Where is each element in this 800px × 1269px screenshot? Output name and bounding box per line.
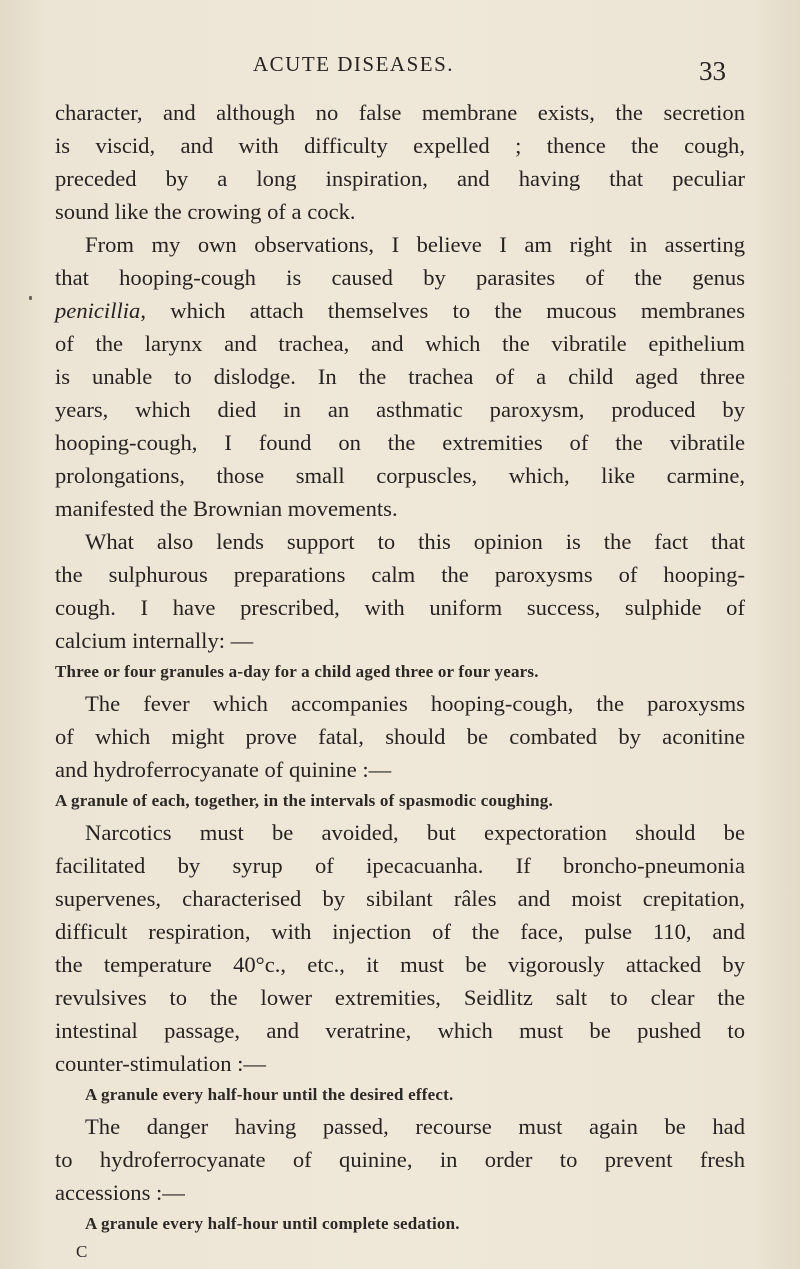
text-line: facilitated by syrup of ipecacuanha. If broncho-pneumonia bbox=[55, 853, 745, 878]
text-line: sound like the crowing of a cock. bbox=[55, 199, 356, 224]
text-line: cough. I have prescribed, with uniform success, sulphide of bbox=[55, 595, 745, 620]
text-line: accessions :— bbox=[55, 1180, 185, 1205]
text-line: to hydroferrocyanate of quinine, in order to prevent fresh bbox=[55, 1147, 745, 1172]
body-text bbox=[55, 96, 745, 1265]
paragraph-start: Narcotics must be avoided, but expectoration should be bbox=[85, 820, 745, 845]
prescription-line: A granule of each, together, in the intervals of spasmodic coughing. bbox=[55, 791, 553, 810]
paragraph-start: What also lends support to this opinion is the fact that bbox=[85, 529, 745, 554]
paragraph-start: From my own observations, I believe I am right in asserting bbox=[85, 232, 745, 257]
signature-mark: C bbox=[76, 1242, 88, 1261]
text-line: is unable to dislodge. In the trachea of a child aged three bbox=[55, 364, 745, 389]
prescription-line: A granule every half-hour until complete sedation. bbox=[85, 1214, 460, 1233]
text-line: supervenes, characterised by sibilant râles and moist crepitation, bbox=[55, 886, 745, 911]
page-header bbox=[0, 52, 800, 86]
text-line: revulsives to the lower extremities, Seidlitz salt to clear the bbox=[55, 985, 745, 1010]
text-line: prolongations, those small corpuscles, which, like carmine, bbox=[55, 463, 745, 488]
text-line: preceded by a long inspiration, and having that peculiar bbox=[55, 166, 745, 191]
paragraph-start: The danger having passed, recourse must again be had bbox=[85, 1114, 745, 1139]
italic-genus-term: penicillia bbox=[55, 298, 141, 323]
margin-mark bbox=[29, 296, 32, 300]
text-line: years, which died in an asthmatic paroxysm, produced by bbox=[55, 397, 745, 422]
text-line: that hooping-cough is caused by parasites of the genus bbox=[55, 265, 745, 290]
page-number: 33 bbox=[699, 56, 726, 86]
running-head: ACUTE DISEASES. bbox=[253, 52, 455, 76]
text-line: difficult respiration, with injection of the face, pulse 110, and bbox=[55, 919, 745, 944]
text-line: the sulphurous preparations calm the paroxysms of hooping- bbox=[55, 562, 745, 587]
text-line: of the larynx and trachea, and which the vibratile epithelium bbox=[55, 331, 745, 356]
text-line: the temperature 40°c., etc., it must be vigorously attacked by bbox=[55, 952, 745, 977]
prescription-line: Three or four granules a-day for a child aged three or four years. bbox=[55, 662, 539, 681]
text-line: and hydroferrocyanate of quinine :— bbox=[55, 757, 392, 782]
text-line: character, and although no false membrane exists, the secretion bbox=[55, 100, 745, 125]
text-line: calcium internally: — bbox=[55, 628, 254, 653]
text-line: counter-stimulation :— bbox=[55, 1051, 267, 1076]
text-line: intestinal passage, and veratrine, which must be pushed to bbox=[55, 1018, 745, 1043]
paragraph-start: The fever which accompanies hooping-cough, the paroxysms bbox=[85, 691, 745, 716]
prescription-line: A granule every half-hour until the desired effect. bbox=[85, 1085, 454, 1104]
text-line: manifested the Brownian movements. bbox=[55, 496, 398, 521]
text-line: of which might prove fatal, should be combated by aconitine bbox=[55, 724, 745, 749]
text-line-italic-term: penicillia, which attach themselves to the mucous membranes bbox=[55, 298, 745, 323]
text-line: hooping-cough, I found on the extremities of the vibratile bbox=[55, 430, 745, 455]
text-line: is viscid, and with difficulty expelled ; thence the cough, bbox=[55, 133, 745, 158]
